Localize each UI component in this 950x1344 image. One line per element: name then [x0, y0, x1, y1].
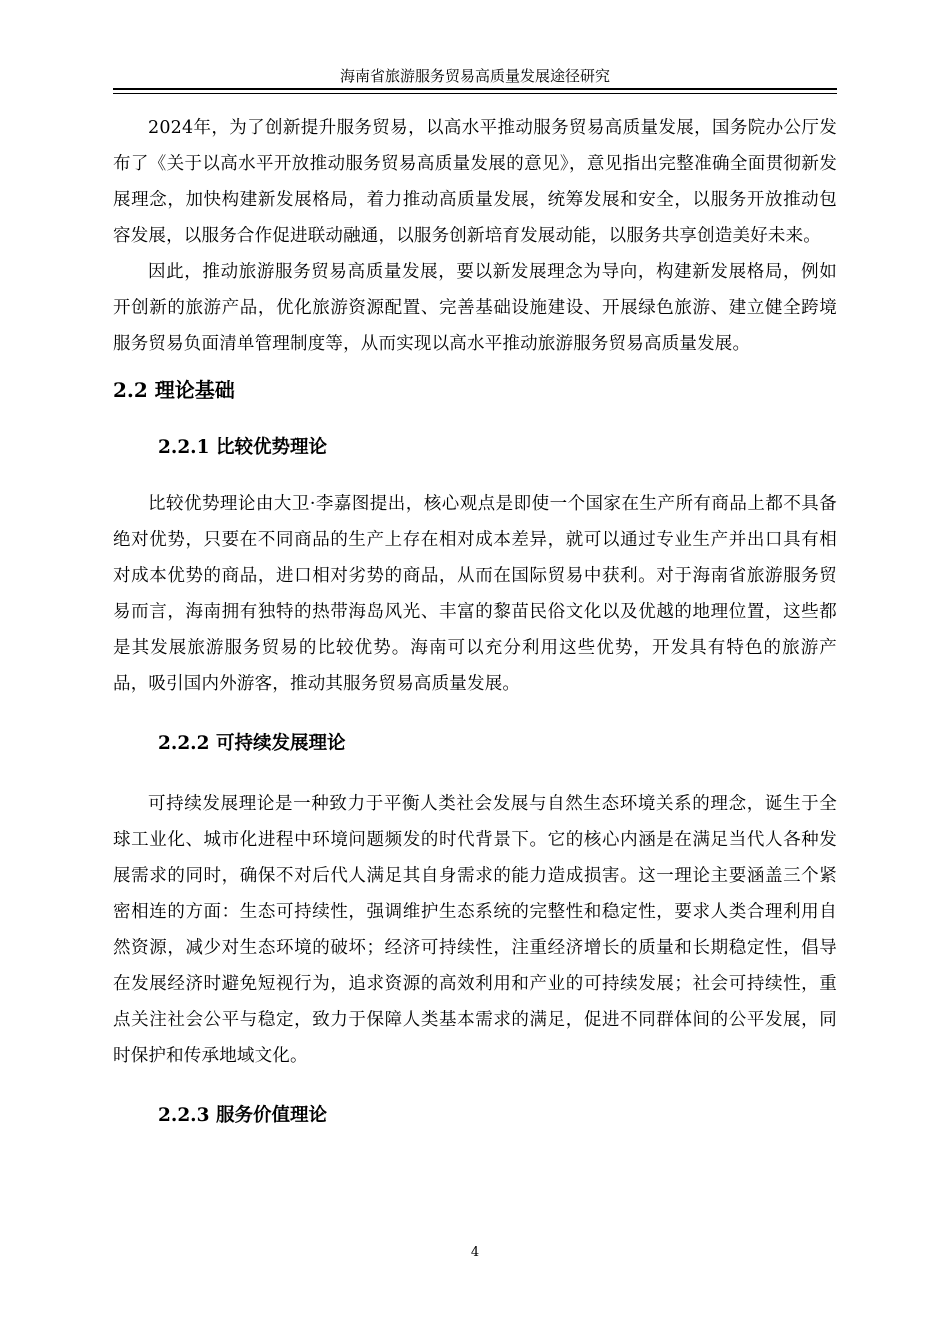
subsection-heading-2-2-2: 2.2.2 可持续发展理论 [158, 733, 346, 754]
header-rule-thin [113, 93, 837, 94]
paragraph-comparative-advantage: 比较优势理论由大卫·李嘉图提出，核心观点是即使一个国家在生产所有商品上都不具备绝对优势，只要在不同商品的生产上存在相对成本差异，就可以通过专业生产并出口具有相对成本优势的商品，进口相对劣势的商品，从而在国际贸易中获利。对于海南省旅游服务贸易而言，海南拥有独特的热带海岛风光、丰富的黎苗民俗文化以及优越的地理位置，这些都是其发展旅游服务贸易的比较优势。海南可以充分利用这些优势，开发具有特色的旅游产品，吸引国内外游客，推动其服务贸易高质量发展。 [113, 494, 837, 694]
section-heading-2-2: 2.2 理论基础 [113, 378, 235, 402]
paragraph-conclusion: 因此，推动旅游服务贸易高质量发展，要以新发展理念为导向，构建新发展格局，例如开创新的旅游产品，优化旅游资源配置、完善基础设施建设、开展绿色旅游、建立健全跨境服务贸易负面清单管理制度等，从而实现以高水平推动旅游服务贸易高质量发展。 [113, 262, 837, 354]
paragraph-policy: 2024年，为了创新提升服务贸易，以高水平推动服务贸易高质量发展，国务院办公厅发布了《关于以高水平开放推动服务贸易高质量发展的意见》，意见指出完整准确全面贯彻新发展理念，加快构建新发展格局，着力推动高质量发展，统筹发展和安全，以服务开放推动包容发展，以服务合作促进联动融通，以服务创新培育发展动能，以服务共享创造美好未来。 [113, 118, 837, 246]
page-number: 4 [470, 1245, 480, 1260]
document-body [113, 110, 837, 1146]
header-rule-thick [113, 88, 837, 90]
subsection-heading-2-2-3: 2.2.3 服务价值理论 [158, 1105, 327, 1126]
subsection-heading-2-2-1: 2.2.1 比较优势理论 [158, 437, 327, 458]
paragraph-sustainable-development: 可持续发展理论是一种致力于平衡人类社会发展与自然生态环境关系的理念，诞生于全球工业化、城市化进程中环境问题频发的时代背景下。它的核心内涵是在满足当代人各种发展需求的同时，确保不对后代人满足其自身需求的能力造成损害。这一理论主要涵盖三个紧密相连的方面：生态可持续性，强调维护生态系统的完整性和稳定性，要求人类合理利用自然资源，减少对生态环境的破坏；经济可持续性，注重经济增长的质量和长期稳定性，倡导在发展经济时避免短视行为，追求资源的高效利用和产业的可持续发展；社会可持续性，重点关注社会公平与稳定，致力于保障人类基本需求的满足，促进不同群体间的公平发展，同时保护和传承地域文化。 [113, 794, 837, 1066]
page-header: 海南省旅游服务贸易高质量发展途径研究 [339, 67, 610, 85]
